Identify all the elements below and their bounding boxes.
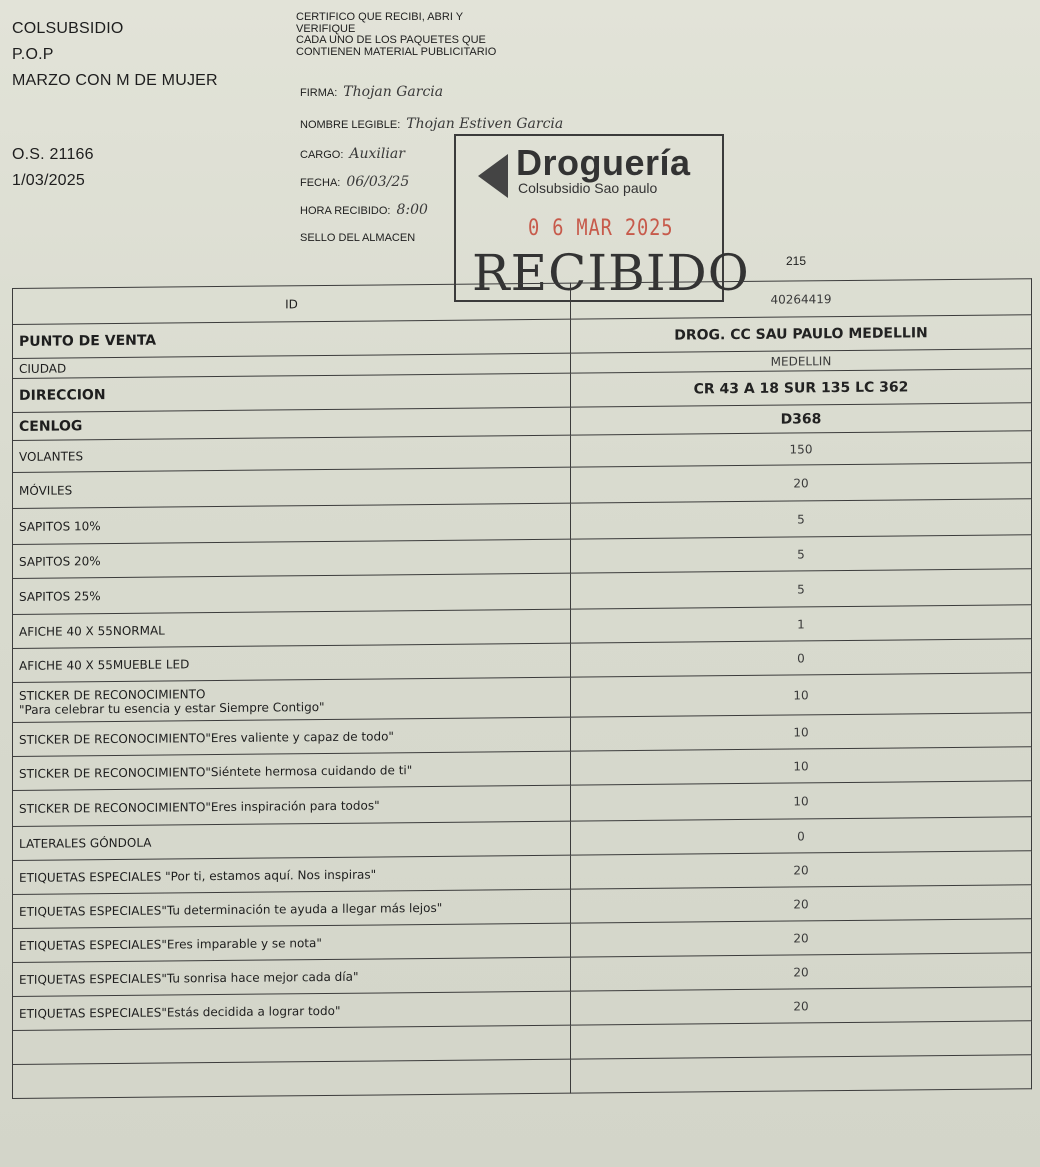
row-label: STICKER DE RECONOCIMIENTO"Eres inspiración para todos" xyxy=(19,797,380,816)
nombre-label: NOMBRE LEGIBLE: xyxy=(300,119,401,131)
firma-row xyxy=(300,84,443,100)
row-label: MÓVILES xyxy=(19,482,73,498)
row-label-cell xyxy=(13,373,571,412)
row-value: 1 xyxy=(571,605,1032,643)
cert-line: CADA UNO DE LOS PAQUETES QUE xyxy=(296,34,486,46)
row-label: ETIQUETAS ESPECIALES"Tu sonrisa hace mejor cada día" xyxy=(19,969,359,987)
order-date: 1/03/2025 xyxy=(12,172,85,189)
page-number: 215 xyxy=(786,254,807,268)
row-label: AFICHE 40 X 55MUEBLE LED xyxy=(19,656,190,673)
row-label-cell xyxy=(13,1059,571,1098)
row-value: 10 xyxy=(571,673,1032,717)
row-label-continuation: "Para celebrar tu esencia y estar Siempre Contigo" xyxy=(19,699,325,717)
fecha-label: FECHA: xyxy=(300,177,341,189)
row-value: 0 xyxy=(571,817,1032,855)
row-value: 10 xyxy=(571,713,1032,751)
row-label-cell xyxy=(13,539,571,578)
firma-label: FIRMA: xyxy=(300,87,338,99)
cert-line: CONTIENEN MATERIAL PUBLICITARIO xyxy=(296,45,497,58)
row-value: 0 xyxy=(571,639,1032,677)
row-label-cell xyxy=(13,677,571,722)
hora-row xyxy=(300,202,428,218)
row-value: 20 xyxy=(571,885,1032,923)
row-value: 40264419 xyxy=(571,279,1032,319)
row-label-cell xyxy=(13,991,571,1030)
row-label: SAPITOS 10% xyxy=(19,518,101,534)
row-label: VOLANTES xyxy=(19,448,84,464)
hora-value: 8:00 xyxy=(396,202,428,218)
row-label-cell xyxy=(13,283,571,324)
row-label: CENLOG xyxy=(19,417,83,435)
row-value: D368 xyxy=(571,403,1032,435)
row-value: 20 xyxy=(571,851,1032,889)
row-label-cell xyxy=(13,467,571,508)
row-label-cell xyxy=(13,435,571,472)
row-label: ETIQUETAS ESPECIALES "Por ti, estamos aquí. Nos inspiras" xyxy=(19,867,377,885)
hora-label: HORA RECIBIDO: xyxy=(300,205,391,217)
nombre-value: Thojan Estiven Garcia xyxy=(406,116,564,132)
stamp-branch: Colsubsidio Sao paulo xyxy=(518,180,658,196)
row-label-cell xyxy=(13,923,571,962)
order-number: O.S. 21166 xyxy=(12,146,94,163)
cert-line: VERIFIQUE xyxy=(296,22,356,35)
row-label-cell xyxy=(13,751,571,790)
cargo-row xyxy=(300,146,405,162)
row-value: 5 xyxy=(571,499,1032,539)
row-value: DROG. CC SAU PAULO MEDELLIN xyxy=(571,315,1032,353)
row-label: ETIQUETAS ESPECIALES"Tu determinación te ayuda a llegar más lejos" xyxy=(19,900,443,919)
row-label-cell xyxy=(13,609,571,648)
row-value: 10 xyxy=(571,781,1032,821)
stamp-date: 0 6 MAR 2025 xyxy=(528,216,674,241)
row-label: STICKER DE RECONOCIMIENTO xyxy=(19,686,206,703)
sello-label: SELLO DEL ALMACEN xyxy=(300,232,416,244)
pop-label: P.O.P xyxy=(12,46,54,63)
stamp-status: RECIBIDO xyxy=(472,244,750,302)
certification-text xyxy=(296,12,536,58)
row-label: PUNTO DE VENTA xyxy=(19,332,157,350)
row-value: 20 xyxy=(571,953,1032,991)
row-label-cell xyxy=(13,319,571,358)
row-label xyxy=(19,1042,564,1047)
row-value: 20 xyxy=(571,919,1032,957)
row-label: STICKER DE RECONOCIMIENTO"Eres valiente y capaz de todo" xyxy=(19,728,394,747)
company-name: COLSUBSIDIO xyxy=(12,20,124,37)
row-value: 5 xyxy=(571,569,1032,609)
campaign-title: MARZO CON M DE MUJER xyxy=(12,72,218,89)
received-stamp xyxy=(454,134,750,302)
stamp-brand: Droguería xyxy=(516,142,691,183)
row-label-cell xyxy=(13,643,571,682)
row-label: SAPITOS 25% xyxy=(19,588,101,604)
row-value xyxy=(571,1055,1032,1093)
row-value: CR 43 A 18 SUR 135 LC 362 xyxy=(571,369,1032,407)
row-label: DIRECCION xyxy=(19,386,106,404)
row-value: 150 xyxy=(571,431,1032,467)
row-label: AFICHE 40 X 55NORMAL xyxy=(19,623,165,639)
cargo-label: CARGO: xyxy=(300,149,344,161)
row-value: 10 xyxy=(571,747,1032,785)
row-label: LATERALES GÓNDOLA xyxy=(19,835,152,851)
row-label-cell xyxy=(13,821,571,860)
row-label-cell xyxy=(13,717,571,756)
row-label: STICKER DE RECONOCIMIENTO"Siéntete hermosa cuidando de ti" xyxy=(19,762,413,781)
firma-signature: Thojan Garcia xyxy=(343,84,444,100)
row-value: 5 xyxy=(571,535,1032,573)
row-value xyxy=(571,1021,1032,1059)
cert-line: CERTIFICO QUE RECIBI, ABRI Y xyxy=(296,11,464,23)
row-label: ETIQUETAS ESPECIALES"Eres imparable y se nota" xyxy=(19,935,322,953)
row-label: ID xyxy=(285,296,298,311)
cargo-value: Auxiliar xyxy=(349,146,405,162)
row-label-cell xyxy=(13,1025,571,1064)
row-label-cell xyxy=(13,855,571,894)
row-label-cell xyxy=(13,785,571,826)
fecha-row xyxy=(300,174,409,190)
row-label xyxy=(19,1076,564,1081)
row-value: MEDELLIN xyxy=(571,349,1032,373)
materials-table xyxy=(12,278,1032,1099)
drogueria-logo-icon xyxy=(478,154,508,198)
materials-table-wrapper xyxy=(12,278,1032,1140)
row-value: 20 xyxy=(571,463,1032,503)
row-label: SAPITOS 20% xyxy=(19,553,101,569)
row-value: 20 xyxy=(571,987,1032,1025)
fecha-value: 06/03/25 xyxy=(346,174,410,190)
nombre-row xyxy=(300,116,563,132)
row-label-cell xyxy=(13,889,571,928)
row-label: ETIQUETAS ESPECIALES"Estás decidida a lograr todo" xyxy=(19,1003,341,1021)
row-label-cell xyxy=(13,957,571,996)
row-label-cell xyxy=(13,503,571,544)
row-label-cell xyxy=(13,573,571,614)
row-label: CIUDAD xyxy=(19,360,67,376)
